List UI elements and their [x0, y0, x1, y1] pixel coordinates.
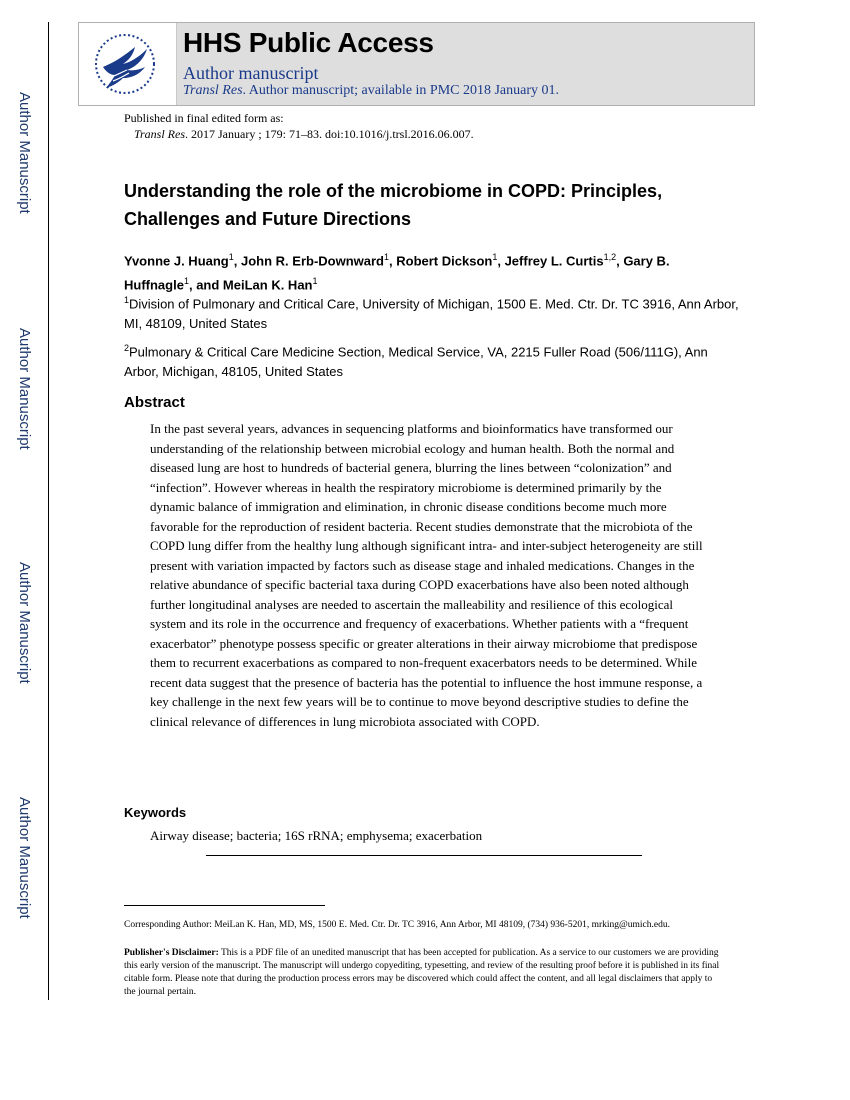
author: John R. Erb-Downward [241, 253, 384, 269]
keywords-heading: Keywords [124, 805, 187, 820]
hhs-header [78, 22, 755, 106]
hhs-eagle-icon [89, 29, 165, 99]
side-rail: Author Manuscript Author Manuscript Author Manuscript Author Manuscript [0, 0, 50, 1000]
article-title: Understanding the role of the microbiome in COPD: Principles, Challenges and Future Directions [124, 181, 663, 229]
affiliation-1: $^1$Division of Pulmonary and Critical Care, University of Michigan, 1500 E. Med. Ctr. Dr. TC 3916, Ann Arbor, MI, 48109, United States [124, 295, 739, 332]
author: Jeffrey L. Curtis [504, 253, 604, 269]
publisher-disclaimer: Publisher's Disclaimer: This is a PDF file of an unedited manuscript that has been accepted for publication. As a service to our customers we are providing this early version of the manuscript. The manuscript will undergo copyediting, typesetting, and review of the resulting proof before it is published in its final citable form. Please note that during the production process errors may be discovered which could affect the content, and all legal disclaimers that apply to the journal pertain. [124, 948, 720, 997]
header-banner [177, 23, 754, 105]
affiliation-2: $^2$Pulmonary & Critical Care Medicine Section, Medical Service, VA, 2215 Fuller Road (506/111G), Ann Arbor, Michigan, 48105, United States [124, 343, 708, 380]
published-label: Published in final edited form as: [124, 111, 284, 125]
header-title: HHS Public Access [183, 27, 434, 58]
author: Robert Dickson [396, 253, 493, 269]
author-list: Yvonne J. Huang$^1$, John R. Erb-Downward$^1$, Robert Dickson$^1$, Jeffrey L. Curtis$^{1,2}$, Gary B. Huffnagle$^1$, and MeiLan K. Han$^1$ [124, 252, 670, 293]
author: MeiLan K. Han [222, 277, 313, 293]
header-subtitle: Author manuscript [183, 63, 319, 83]
corresponding-author-note: Corresponding Author: MeiLan K. Han, MD, MS, 1500 E. Med. Ctr. Dr. TC 3916, Ann Arbor, MI 48109, (734) 936-5201, mrking@umich.edu. [124, 920, 670, 930]
published-citation: Transl Res. 2017 January ; 179: 71–83. doi:10.1016/j.trsl.2016.06.007. [134, 127, 474, 141]
footnote-divider [124, 905, 325, 906]
hhs-logo [79, 23, 177, 105]
header-availability: Transl Res. Author manuscript; available in PMC 2018 January 01. [183, 83, 560, 98]
keywords-list: Airway disease; bacteria; 16S rRNA; emphysema; exacerbation [150, 828, 483, 843]
section-divider [206, 855, 642, 856]
side-rail-line [48, 22, 49, 1000]
abstract-body: In the past several years, advances in sequencing platforms and bioinformatics have transformed our understanding of the relationship between microbial ecology and human health. Both the normal and diseased lung are host to hundreds of bacterial genera, blurring the lines between “colonization” and “infection”. However whereas in health the respiratory microbiome is determined primarily by the dynamic balance of immigration and elimination, in chronic disease conditions become much more favorable for the reproduction of resident bacteria. Recent studies demonstrate that the microbiota of the COPD lung differ from the healthy lung although significant intra- and inter-subject heterogeneity are still present with variation impacted by factors such as disease stage and inhaled medications. Changes in the relative abundance of specific bacterial taxa during COPD exacerbations have also been noted although further longitudinal analyses are needed to ascertain the malleability and resilience of this ecological system and its role in the occurrence and frequency of exacerbations. Whether patients with a “frequent exacerbator” phenotype possess specific or greater alterations in their airway microbiome that predispose them to recurrent exacerbations as compared to non-frequent exacerbators needs to be determined. While recent data suggest that the presence of bacteria has the potential to influence the host immune response, a key challenge in the next few years will be to continue to move beyond descriptive studies to define the clinical relevance of differences in lung microbiota associated with COPD. [150, 421, 703, 729]
author: Yvonne J. Huang [124, 253, 229, 269]
abstract-heading: Abstract [124, 394, 185, 411]
author: Gary B. Huffnagle [124, 253, 670, 293]
